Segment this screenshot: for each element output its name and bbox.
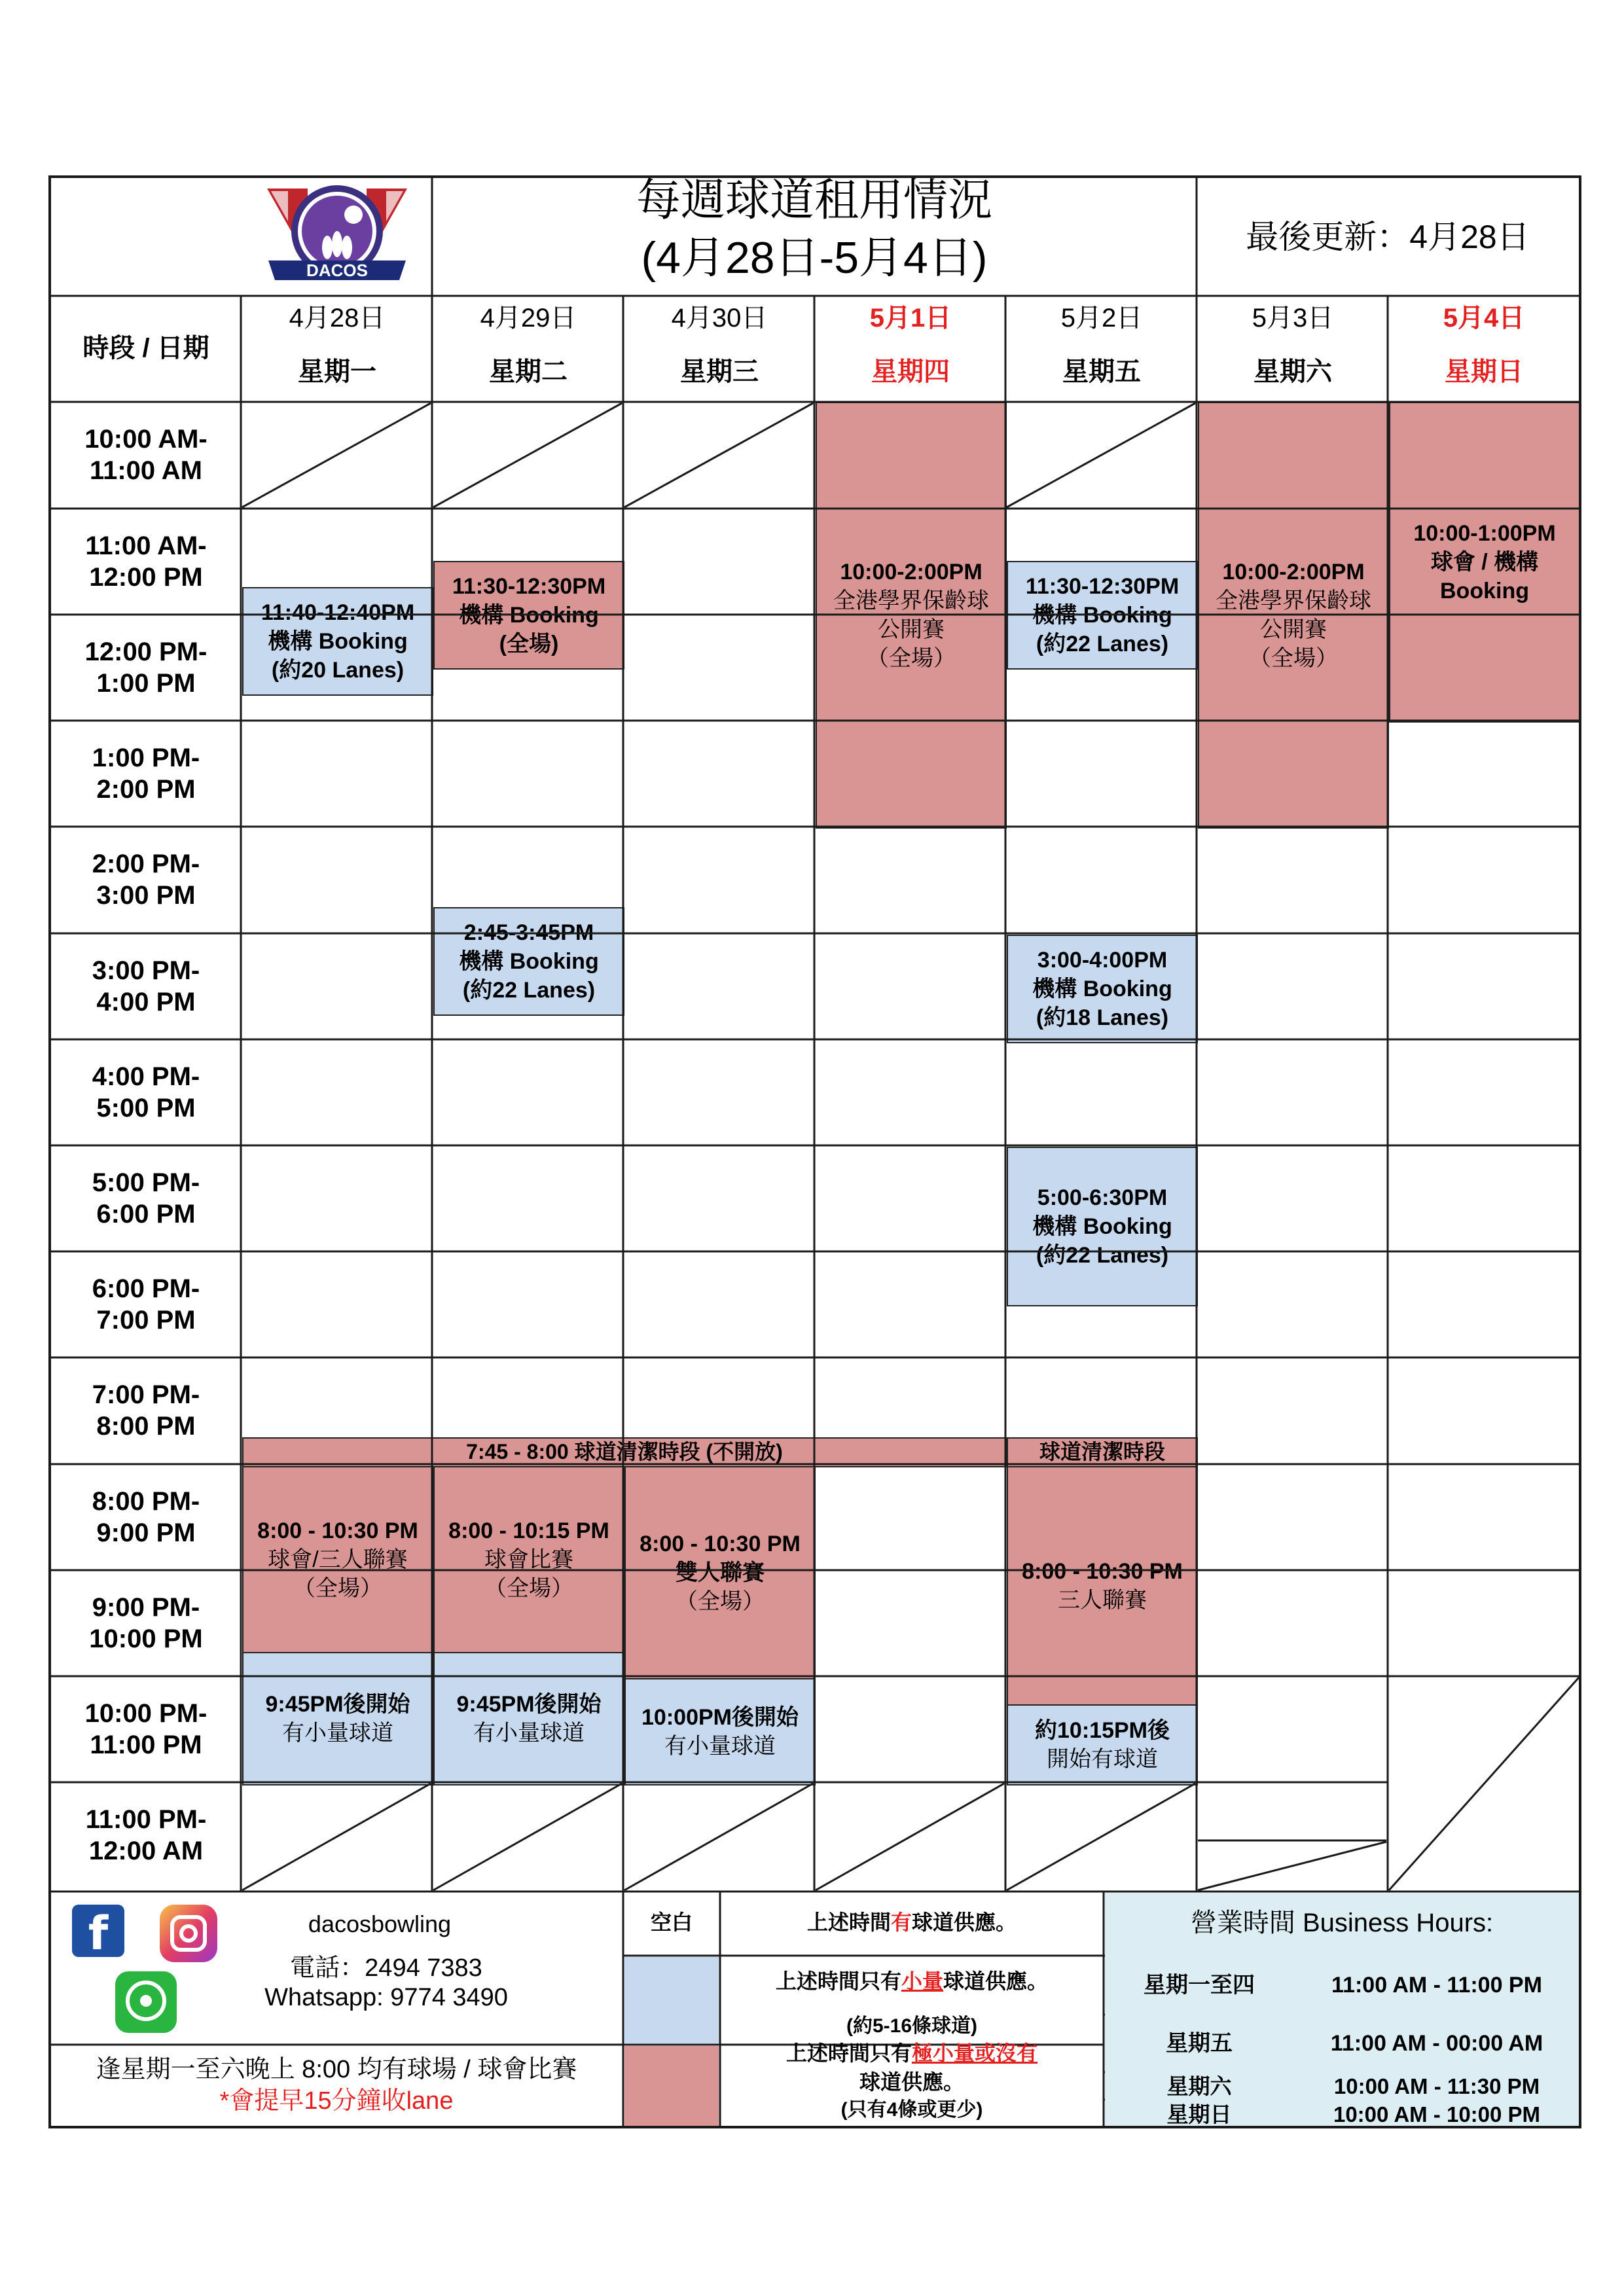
slot-label: 6:00 PM- 7:00 PM [92, 1274, 200, 1335]
hours-day: 星期日 [1166, 2102, 1232, 2126]
legend-blue-note: (約5-16條球道) [846, 2015, 978, 2037]
day-weekday-tue: 星期二 [489, 357, 568, 386]
booking-tue-800: 8:00 - 10:15 PM 球會比賽 （全場） [433, 1466, 624, 1653]
day-date: 4月29日 [480, 304, 577, 332]
league-note: 逢星期一至六晚上 8:00 均有球場 / 球會比賽 [96, 2056, 577, 2083]
day-date: 4月30日 [671, 304, 768, 332]
legend-pink-note: (只有4條或更少) [840, 2099, 983, 2121]
last-updated: 最後更新：4月28日 [1246, 219, 1530, 255]
facebook-icon[interactable]: f [72, 1905, 124, 1957]
instagram-icon[interactable] [160, 1905, 217, 1962]
whatsapp-number: Whatsapp: 9774 3490 [264, 1984, 508, 2011]
hours-day: 星期六 [1166, 2074, 1232, 2098]
slot-label: 11:00 AM- 12:00 PM [85, 531, 207, 592]
legend-blank-text: 上述時間有球道供應。 [806, 1910, 1017, 1934]
booking-wed-1000: 10:00PM後開始 有小量球道 [624, 1678, 816, 1785]
booking-mon-800: 8:00 - 10:30 PM 球會/三人聯賽 （全場） [242, 1466, 433, 1653]
slot-label: 5:00 PM- 6:00 PM [92, 1168, 200, 1229]
booking-mon-945: 9:45PM後開始 有小量球道 [242, 1652, 433, 1785]
hours-time: 11:00 AM - 11:00 PM [1331, 1973, 1542, 1998]
title-line1: 每週球道租用情況 [636, 175, 992, 225]
slot-label: 10:00 AM- 11:00 AM [84, 425, 208, 485]
booking-fri-800: 8:00 - 10:30 PM 三人聯賽 [1007, 1466, 1198, 1706]
hours-day: 星期五 [1166, 2031, 1233, 2056]
logo-text: DACOS [306, 260, 368, 280]
booking-mon-1140: 11:40-12:40PM 機構 Booking (約20 Lanes) [242, 587, 433, 696]
hours-time: 10:00 AM - 11:30 PM [1333, 2074, 1540, 2098]
day-weekday-mon: 星期一 [298, 357, 376, 386]
early-close-note: *會提早15分鐘收lane [219, 2087, 454, 2115]
slot-label: 8:00 PM- 9:00 PM [92, 1487, 200, 1547]
booking-tue-1130: 11:30-12:30PM 機構 Booking (全場) [433, 561, 624, 670]
booking-sun-club: 10:00-1:00PM 球會 / 機構 Booking [1389, 402, 1580, 723]
cleaning-banner: 7:45 - 8:00 球道清潔時段 (不開放) [242, 1437, 1007, 1467]
booking-fri-1015: 約10:15PM後 開始有球道 [1007, 1704, 1198, 1785]
legend-pink-text2: 球道供應。 [859, 2070, 964, 2094]
slot-label: 1:00 PM- 2:00 PM [92, 744, 200, 804]
day-weekday-thu: 星期四 [871, 357, 950, 386]
legend-blank-label: 空白 [650, 1910, 693, 1934]
day-weekday-fri: 星期五 [1062, 357, 1141, 386]
slot-label: 11:00 PM- 12:00 AM [85, 1805, 207, 1865]
booking-tue-245: 2:45-3:45PM 機構 Booking (約22 Lanes) [433, 907, 624, 1016]
whatsapp-icon[interactable] [115, 1971, 177, 2033]
slot-label: 12:00 PM- 1:00 PM [84, 637, 208, 698]
booking-fri-1130: 11:30-12:30PM 機構 Booking (約22 Lanes) [1007, 561, 1198, 670]
day-date: 5月3日 [1252, 304, 1334, 332]
hours-day: 星期一至四 [1144, 1973, 1255, 1998]
cleaning-banner-fri: 球道清潔時段 [1007, 1437, 1198, 1467]
day-weekday-sat: 星期六 [1254, 357, 1332, 386]
legend-pink-text: 上述時間只有極小量或沒有 [785, 2041, 1038, 2065]
day-date: 4月28日 [289, 304, 386, 332]
booking-fri-300: 3:00-4:00PM 機構 Booking (約18 Lanes) [1007, 935, 1198, 1043]
booking-wed-800: 8:00 - 10:30 PM 雙人聯賽 （全場） [624, 1466, 816, 1679]
slot-label: 3:00 PM- 4:00 PM [92, 956, 200, 1016]
booking-thu-tournament: 10:00-2:00PM 全港學界保齡球 公開賽 （全場） [816, 402, 1007, 829]
hours-time: 11:00 AM - 00:00 AM [1330, 2031, 1543, 2056]
booking-tue-945: 9:45PM後開始 有小量球道 [433, 1652, 624, 1785]
day-weekday-sun: 星期日 [1445, 357, 1523, 386]
phone-number: 電話：2494 7383 [290, 1954, 482, 1982]
day-date: 5月4日 [1443, 304, 1525, 332]
slot-label: 10:00 PM- 11:00 PM [84, 1699, 208, 1759]
slot-label: 7:00 PM- 8:00 PM [92, 1380, 200, 1441]
day-date: 5月2日 [1060, 304, 1143, 332]
social-handle: dacosbowling [308, 1910, 452, 1937]
day-date: 5月1日 [869, 304, 952, 332]
slot-label: 4:00 PM- 5:00 PM [92, 1062, 200, 1122]
legend-blue-text: 上述時間只有小量球道供應。 [775, 1969, 1049, 1993]
legend-blue-swatch [624, 1957, 719, 2043]
day-weekday-wed: 星期三 [680, 357, 759, 386]
corner-label: 時段 / 日期 [82, 334, 209, 363]
hours-time: 10:00 AM - 10:00 PM [1333, 2102, 1541, 2126]
booking-fri-500: 5:00-6:30PM 機構 Booking (約22 Lanes) [1007, 1147, 1198, 1306]
slot-label: 9:00 PM- 10:00 PM [89, 1593, 203, 1653]
hours-title: 營業時間 Business Hours: [1190, 1909, 1494, 1937]
title-line2: (4月28日-5月4日) [641, 233, 988, 283]
legend-pink-swatch [624, 2046, 719, 2126]
slot-label: 2:00 PM- 3:00 PM [92, 850, 200, 910]
booking-sat-tournament: 10:00-2:00PM 全港學界保齡球 公開賽 （全場） [1198, 402, 1389, 829]
